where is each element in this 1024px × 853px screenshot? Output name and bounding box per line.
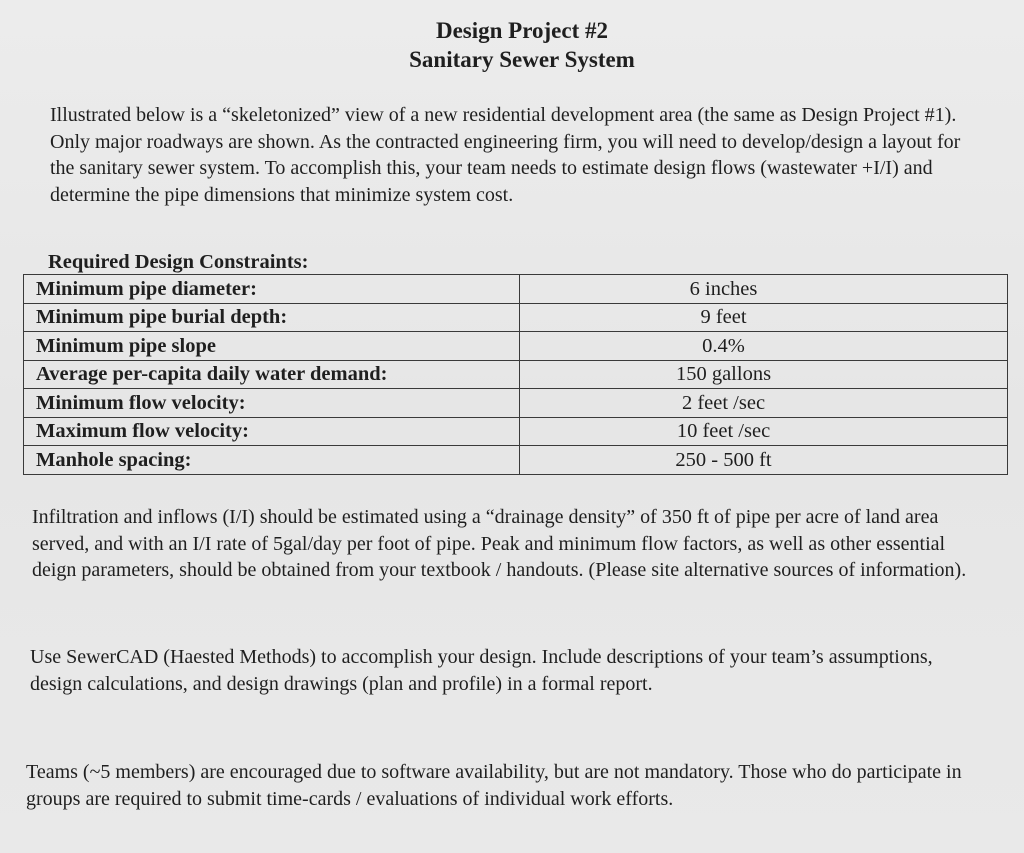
constraint-value: 2 feet /sec <box>520 389 1008 418</box>
constraint-value: 150 gallons <box>520 360 1008 389</box>
intro-paragraph: Illustrated below is a “skeletonized” view of a new residential development area (the same as Design Project #1). Only major roadways are shown. As the contracted engineering firm, you will need to develop/design a layout for the sanitary sewer system. To accomplish this, your team needs to estimate design flows (wastewater +I/I) and determine the pipe dimensions that minimize system cost. <box>50 104 961 206</box>
table-row <box>24 303 1008 332</box>
table-row <box>24 275 1008 304</box>
constraint-label: Maximum flow velocity: <box>24 417 520 446</box>
document-title: Design Project #2 <box>435 18 609 43</box>
table-row <box>24 332 1008 361</box>
constraint-value: 6 inches <box>520 275 1008 304</box>
constraint-value: 10 feet /sec <box>520 417 1008 446</box>
document-subtitle: Sanitary Sewer System <box>409 47 635 72</box>
table-row <box>24 360 1008 389</box>
constraint-value: 9 feet <box>520 303 1008 332</box>
table-row <box>24 417 1008 446</box>
constraint-label: Minimum flow velocity: <box>24 389 520 418</box>
table-row <box>24 389 1008 418</box>
constraint-value: 250 - 500 ft <box>520 446 1008 475</box>
constraint-label: Minimum pipe slope <box>24 332 520 361</box>
constraint-value: 0.4% <box>520 332 1008 361</box>
constraints-heading: Required Design Constraints: <box>48 251 309 273</box>
teams-paragraph: Teams (~5 members) are encouraged due to software availability, but are not mandatory. Those who do participate in groups are required to submit time-cards / evaluations of individual work efforts. <box>26 761 962 810</box>
infiltration-paragraph: Infiltration and inflows (I/I) should be estimated using a “drainage density” of 350 ft of pipe per acre of land area served, and with an I/I rate of 5gal/day per foot of pipe. Peak and minimum flow factors, as well as other essential deign parameters, should be obtained from your textbook / handouts. (Please site alternative sources of information). <box>32 506 967 581</box>
constraint-label: Minimum pipe diameter: <box>24 275 520 304</box>
constraint-label: Minimum pipe burial depth: <box>24 303 520 332</box>
table-row <box>24 446 1008 475</box>
sewercad-paragraph: Use SewerCAD (Haested Methods) to accomplish your design. Include descriptions of your team’s assumptions, design calculations, and design drawings (plan and profile) in a formal report. <box>30 646 933 695</box>
constraint-label: Average per-capita daily water demand: <box>24 360 520 389</box>
constraint-label: Manhole spacing: <box>24 446 520 475</box>
constraints-table <box>23 274 1008 475</box>
